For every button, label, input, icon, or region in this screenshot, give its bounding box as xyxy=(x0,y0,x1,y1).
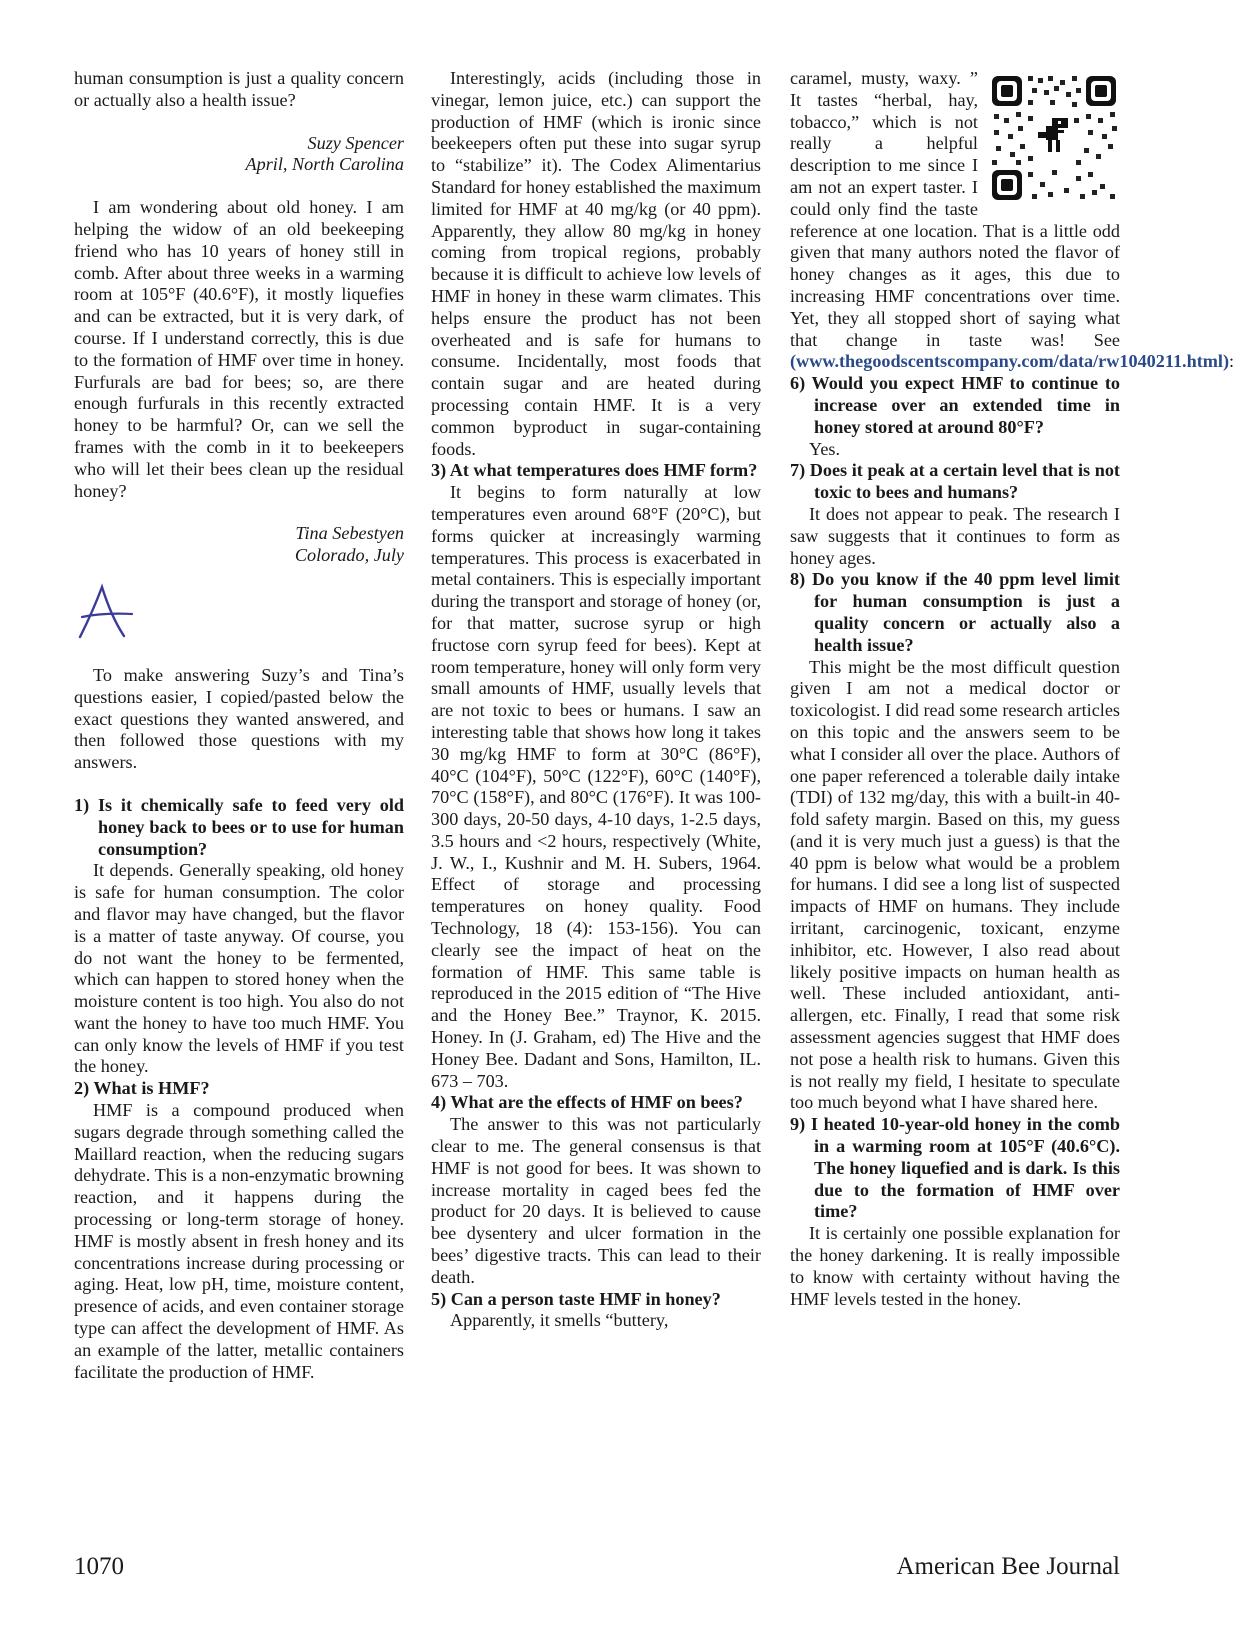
question-heading: 1) Is it chemically safe to feed very old honey back to bees or to use for human consumption? xyxy=(74,794,404,859)
paragraph xyxy=(790,68,1234,373)
link-punctuation: : xyxy=(1229,351,1234,372)
answer-paragraph: It begins to form naturally at low temperatures even around 68°F (20°C), but forms quicker at increasingly warming temperatures. This process is exacerbated in metal containers. This is especially important during the transport and storage of honey (or, for that matter, sucrose syrup or high fructose corn syrup feed for bees). Kept at room temperature, honey will only form very small amounts of HMF, usually levels that are not toxic to bees or humans. I saw an interesting table that shows how long it takes 30 mg/kg HMF to form at 30°C (86°F), 40°C (104°F), 50°C (122°F), 60°C (140°F), 70°C (158°F), and 80°C (176°F). It was 100-300 days, 20-50 days, 4-10 days, 1-2.5 days, 3.5 hours and <2 hours, respectively (White, J. W., I., Kushnir and M. H. Subers, 1964. Effect of storage and processing temperatures on honey quality. Food Technology, 18 (4): 153-156). You can clearly see the impact of heat on the formation of HMF. This same table is reproduced in the 2015 edition of “The Hive and the Honey Bee.” Traynor, K. 2015. Honey. In (J. Graham, ed) The Hive and the Honey Bee. Dadant and Sons, Hamilton, IL. 673 – 703. xyxy=(431,482,761,1091)
question-heading: 2) What is HMF? xyxy=(74,1078,210,1099)
paragraph: Interestingly, acids (including those in vinegar, lemon juice, etc.) can support the production of HMF (which is ironic since beekeepers often put these into sugar syrup to “stabilize” it). The Codex Alimentarius Standard for honey established the maximum limited for HMF at 40 mg/kg (or 40 ppm). Apparently, they allow 80 mg/kg in honey coming from tropical regions, probably because it is difficult to achieve low levels of HMF in honey in these warm climates. This helps ensure the product has not been overheated and is safe for humans to consume. Incidentally, most foods that contain sugar and are heated during processing contain HMF. It is a very common byproduct in sugar-containing foods. xyxy=(431,68,761,459)
paragraph: human consumption is just a quality concern or actually also a health issue? xyxy=(74,68,404,110)
column-2 xyxy=(431,68,761,1332)
column-3 xyxy=(790,68,1234,1310)
paragraph: I am wondering about old honey. I am helping the widow of an old beekeeping friend who has 10 years of honey still in comb. After about three weeks in a warming room at 105°F (40.6°F), it mostly liquefies and can be extracted, but it is very dark, of course. If I understand correctly, this is due to the formation of HMF over time in honey. Furfurals are bad for bees; so, are there enough furfurals in this recently extracted honey to be harmful? Or, can we sell the frames with the comb in it to beekeepers who will let their bees clean up the residual honey? xyxy=(74,197,404,501)
question-heading: 5) Can a person taste HMF in honey? xyxy=(431,1288,721,1309)
question-heading: 3) At what temperatures does HMF form? xyxy=(431,460,758,481)
question-heading: 6) Would you expect HMF to continue to increase over an extended time in honey stored at around 80°F? xyxy=(790,373,1120,437)
question-heading: 7) Does it peak at a certain level that is not toxic to bees and humans? xyxy=(790,460,1120,503)
answer-paragraph: It is certainly one possible explanation for the honey darkening. It is really impossible to know with certainty without having the HMF levels tested in the honey. xyxy=(790,1223,1120,1309)
paragraph: To make answering Suzy’s and Tina’s questions easier, I copied/pasted below the exact questions they wanted answered, and then followed those questions with my answers. xyxy=(74,664,404,773)
answer-paragraph: It does not appear to peak. The research I saw suggests that it continues to form as honey ages. xyxy=(790,503,1120,568)
answer-paragraph: Apparently, it smells “buttery, xyxy=(450,1310,669,1331)
journal-name: American Bee Journal xyxy=(896,1553,1120,1580)
reference-link[interactable]: (www.thegoodscentscompany.com/data/rw1040211.html) xyxy=(790,351,1230,372)
answer-letter-graphic xyxy=(74,581,404,643)
answer-paragraph: This might be the most difficult question given I am not a medical doctor or toxicologist. I did read some research articles on this topic and the answers seem to be what I consider all over the place. Authors of one paper referenced a tolerable daily intake (TDI) of 132 mg/day, this with a built-in 40-fold safety margin. Based on this, my guess (and it is very much just a guess) is that the 40 ppm is below what would be a problem for humans. I did see a long list of suspected impacts of HMF on humans. They include irritant, carcinogenic, toxicant, enzyme inhibitor, etc. However, I also read about likely positive impacts on human health as well. These included antioxidant, anti-allergen, etc. Finally, I read that some risk assessment agencies suggest that HMF does not pose a health risk to humans. Given this is not really my field, I hesitate to speculate too much beyond what I have shared here. xyxy=(790,656,1120,1113)
answer-paragraph: The answer to this was not particularly clear to me. The general consensus is that HMF is not good for bees. It was shown to increase mortality in caged bees fed the product for 20 days. It is believed to cause bee dysentery and ulcer formation in the bees’ digestive tracts. This can lead to their death. xyxy=(431,1114,761,1287)
question-heading: 4) What are the effects of HMF on bees? xyxy=(431,1092,743,1113)
qr-code[interactable] xyxy=(988,72,1120,204)
question-heading: 9) I heated 10-year-old honey in the comb in a warming room at 105°F (40.6°C). The honey liquefied and is dark. Is this due to the formation of HMF over time? xyxy=(790,1114,1120,1222)
column-1 xyxy=(74,68,404,1383)
question-heading: 8) Do you know if the 40 ppm level limit for human consumption is just a quality concern or actually also a health issue? xyxy=(790,569,1120,655)
page-number: 1070 xyxy=(74,1553,124,1580)
answer-paragraph: Yes. xyxy=(809,438,841,459)
answer-paragraph: It depends. Generally speaking, old honey is safe for human consumption. The color and flavor may have changed, but the flavor is a matter of taste anyway. Of course, you do not want the honey to be fermented, which can happen to stored honey when the moisture content is too high. You also do not want the honey to have too much HMF. You can only know the levels of HMF if you test the honey. xyxy=(74,860,404,1077)
signature-name: Tina Sebestyen xyxy=(295,523,404,544)
signature-place: April, North Carolina xyxy=(245,154,404,175)
signature-name: Suzy Spencer xyxy=(307,132,404,153)
paragraph-text: caramel, musty, waxy. ” It tastes “herbal, hay, tobacco,” which is not really a helpful description to me since I am not an expert taster. I could only find the taste reference at one location. That is a little odd given that many authors noted the flavor of honey changes as it ages, this due to increasing HMF concentrations over time. Yet, they all stopped short of saying what that change in taste was! See xyxy=(790,68,1120,350)
signature-place: Colorado, July xyxy=(294,545,404,566)
answer-letter-a-icon xyxy=(74,581,138,643)
answer-paragraph: HMF is a compound produced when sugars degrade through something called the Maillard reaction, when the reducing sugars dehydrate. This is a non-enzymatic browning reaction, and it happens during the processing or long-term storage of honey. HMF is mostly absent in fresh honey and its concentrations increase during processing or aging. Heat, low pH, time, moisture content, presence of acids, and even container storage type can affect the development of HMF. As an example of the latter, metallic containers facilitate the production of HMF. xyxy=(74,1100,404,1382)
qr-code-icon xyxy=(988,72,1120,204)
